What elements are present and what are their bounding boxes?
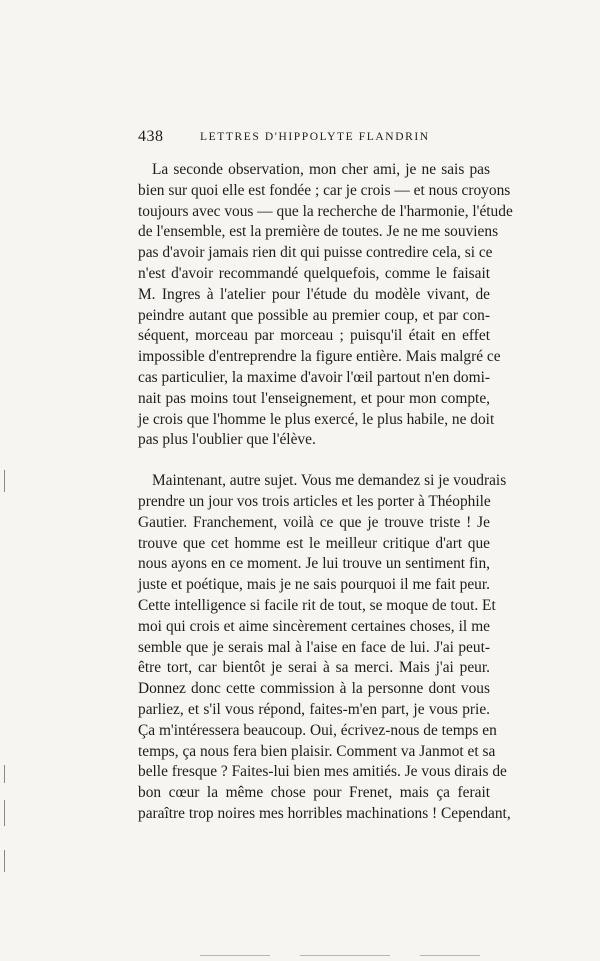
text-line: belle fresque ? Faites-lui bien mes amitiés. Je vous dirais de (138, 763, 507, 781)
text-line: bon cœur la même chose pour Frenet, mais ça ferait (138, 784, 490, 802)
text-line: parliez, et s'il vous répond, faites-m'en part, je vous prie. (138, 700, 490, 718)
margin-scan-mark (4, 800, 5, 826)
text-line: être tort, car bientôt je serai à sa merci. Mais j'ai peur. (138, 659, 490, 677)
text-line: trouve que cet homme est le meilleur critique d'art que (138, 534, 490, 552)
text-line: M. Ingres à l'atelier pour l'étude du modèle vivant, de (138, 285, 490, 303)
text-line: juste et poétique, mais je ne sais pourquoi il me fait peur. (138, 576, 490, 594)
text-line: Maintenant, autre sujet. Vous me demandez si je voudrais (152, 472, 507, 490)
text-line: pas d'avoir jamais rien dit qui puisse contredire cela, si ce (138, 244, 493, 262)
text-line: semble que je serais mal à l'aise en face de lui. J'ai peut- (138, 638, 490, 656)
body-text (138, 160, 513, 825)
text-line: Donnez donc cette commission à la personne dont vous (138, 680, 490, 698)
text-line: n'est d'avoir recommandé quelquefois, comme le faisait (138, 264, 490, 282)
text-line: peindre autant que possible au premier coup, et par con- (138, 306, 490, 324)
paragraph-observation (138, 160, 513, 451)
text-line: impossible d'entreprendre la figure entière. Mais malgré ce (138, 348, 501, 366)
text-line: nait pas moins tout l'enseignement, et pour mon compte, (138, 389, 490, 407)
text-line: bien sur quoi elle est fondée ; car je crois — et nous croyons (138, 181, 511, 199)
text-line: paraître trop noires mes horribles machinations ! Cependant, (138, 804, 511, 822)
text-line: Cette intelligence si facile rit de tout, se moque de tout. Et (138, 596, 496, 614)
running-head: LETTRES D'HIPPOLYTE FLANDRIN (200, 131, 430, 143)
text-line: temps, ça nous fera bien plaisir. Comment va Janmot et sa (138, 742, 496, 760)
text-line: de l'ensemble, est la première de toutes. Je ne me souviens (138, 223, 499, 241)
page-header (138, 128, 490, 150)
bottom-scan-line (420, 955, 480, 956)
bottom-scan-line (200, 955, 270, 956)
text-line: Ça m'intéressera beaucoup. Oui, écrivez-nous de temps en (138, 721, 497, 739)
page-number: 438 (138, 128, 164, 145)
margin-scan-mark (4, 765, 5, 783)
bottom-scan-line (300, 955, 390, 956)
paragraph-gap (138, 451, 490, 471)
text-line: moi qui crois et aime sincèrement certaines choses, il me (138, 617, 490, 635)
text-line: cas particulier, la maxime d'avoir l'œil partout n'en domi- (138, 368, 490, 386)
margin-scan-mark (4, 850, 5, 872)
paragraph-maintenant (138, 471, 511, 825)
text-line: prendre un jour vos trois articles et les porter à Théophile (138, 492, 491, 510)
text-line: je crois que l'homme le plus exercé, le plus habile, ne doit (138, 410, 495, 428)
text-line: toujours avec vous — que la recherche de l'harmonie, l'étude (138, 202, 513, 220)
text-line: séquent, morceau par morceau ; puisqu'il était en effet (138, 327, 490, 345)
text-line: La seconde observation, mon cher ami, je ne sais pas (152, 161, 490, 178)
text-line: pas plus l'oublier que l'élève. (138, 431, 316, 449)
text-line: nous ayons en ce moment. Je lui trouve un sentiment fin, (138, 555, 490, 573)
margin-scan-mark (4, 470, 5, 492)
text-line: Gautier. Franchement, voilà ce que je trouve triste ! Je (138, 513, 490, 531)
